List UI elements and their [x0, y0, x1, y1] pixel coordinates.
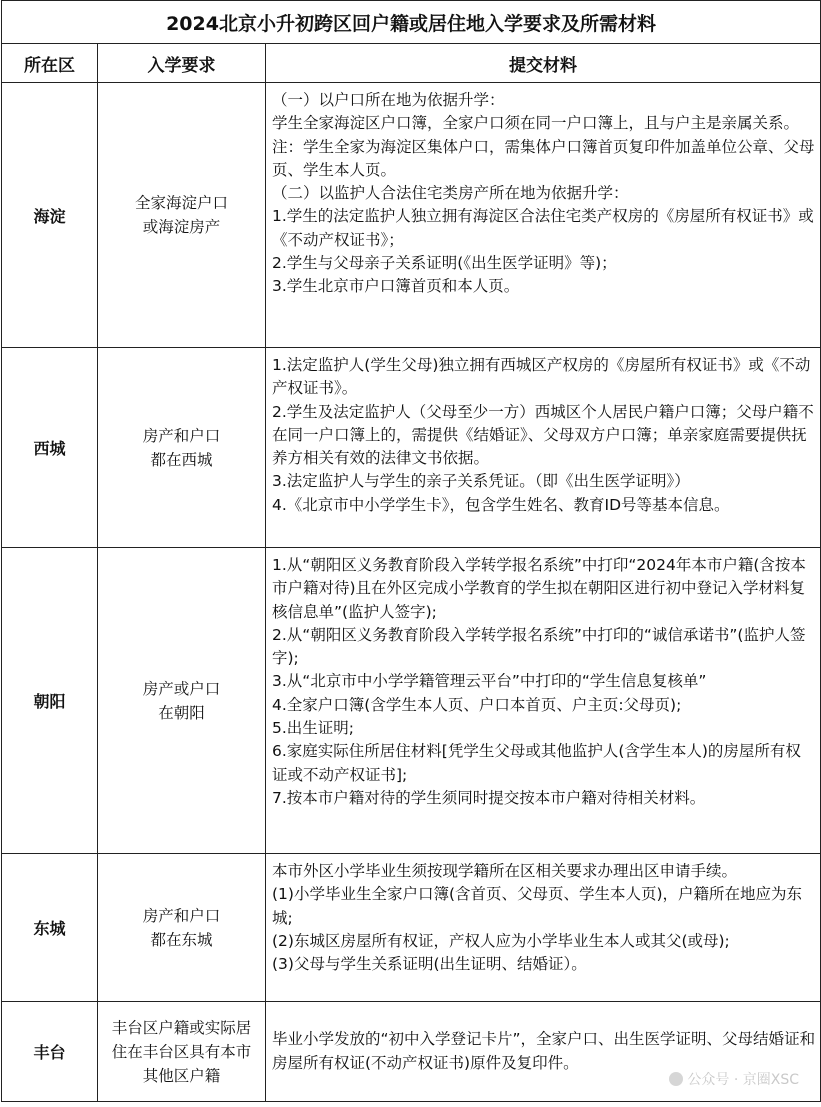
material-line: 1.从“朝阳区义务教育阶段入学转学报名系统”中打印“2024年本市户籍(含按本市户籍对待)且在外区完成小学教育的学生拟在朝阳区进行初中登记入学材料复核信息单”(监护人签字); — [272, 556, 806, 621]
requirement-line: 丰台区户籍或实际居 — [111, 1018, 252, 1037]
materials-cell — [266, 548, 821, 854]
requirement-cell — [98, 548, 266, 854]
header-requirement: 入学要求 — [98, 44, 266, 83]
header-row — [2, 44, 821, 83]
district-name: 朝阳 — [2, 548, 98, 854]
material-line: 4.《北京市中小学学生卡》，包含学生姓名、教育ID号等基本信息。 — [272, 495, 730, 514]
requirement-line: 房产或户口 — [142, 679, 221, 698]
requirement-line: 全家海淀户口 — [134, 194, 228, 212]
material-line: 3.法定监护人与学生的亲子关系凭证。（即《出生医学证明》） — [272, 472, 690, 491]
material-line: 7.按本市户籍对待的学生须同时提交按本市户籍对待相关材料。 — [272, 788, 706, 807]
material-line: 3.从“北京市中小学学籍管理云平台”中打印的“学生信息复核单” — [272, 672, 707, 691]
table-title: 2024北京小升初跨区回户籍或居住地入学要求及所需材料 — [2, 1, 821, 44]
header-district: 所在区 — [2, 44, 98, 83]
requirement-cell — [98, 83, 266, 348]
materials-cell — [266, 348, 821, 548]
wechat-logo-icon — [669, 1072, 683, 1086]
header-materials: 提交材料 — [266, 44, 821, 83]
requirement-cell — [98, 1002, 266, 1102]
requirement-line: 在朝阳 — [158, 703, 205, 722]
requirement-line: 都在东城 — [150, 930, 213, 949]
material-line: 5.出生证明; — [272, 719, 355, 738]
requirement-cell — [98, 854, 266, 1002]
material-line: （一）以户口所在地为依据升学： — [272, 91, 505, 109]
table-row-chaoyang — [2, 548, 821, 854]
district-name: 丰台 — [2, 1002, 98, 1102]
material-line: 4.全家户口簿(含学生本人页、户口本首页、户主页:父母页); — [272, 695, 682, 714]
watermark — [669, 1069, 799, 1089]
material-line: (1)小学毕业生全家户口簿(含首页、父母页、学生本人页)，户籍所在地应为东城; — [272, 885, 803, 927]
material-line: 注：学生全家为海淀区集体户口，需集体户口簿首页复印件加盖单位公章、父母页、学生本人页。 — [272, 137, 815, 179]
requirement-line: 房产和户口 — [142, 426, 221, 445]
admission-table — [1, 0, 821, 1102]
requirement-cell — [98, 348, 266, 548]
material-line: （二）以监护人合法住宅类房产所在地为依据升学： — [272, 184, 629, 203]
material-line: 毕业小学发放的“初中入学登记卡片”，全家户口、出生医学证明、父母结婚证和房屋所有权证(不动产权证书)原件及复印件。 — [272, 1030, 816, 1072]
materials-cell — [266, 83, 821, 348]
requirement-line: 住在丰台区具有本市 — [111, 1042, 252, 1061]
material-line: 1.学生的法定监护人独立拥有海淀区合法住宅类产权房的《房屋所有权证书》或《不动产权证书》； — [272, 207, 814, 249]
requirement-line: 房产和户口 — [142, 906, 221, 925]
material-line: 6.家庭实际住所居住材料[凭学生父母或其他监护人(含学生本人)的房屋所有权证或不动产权证书]; — [272, 742, 801, 784]
material-line: 2.学生与父母亲子关系证明(《出生医学证明》等)； — [272, 254, 617, 273]
material-line: (2)东城区房屋所有权证，产权人应为小学毕业生本人或其父(或母); — [272, 931, 730, 950]
material-line: 本市外区小学毕业生须按现学籍所在区相关要求办理出区申请手续。 — [272, 862, 738, 880]
table-row-dongcheng — [2, 854, 821, 1002]
material-line: 学生全家海淀区户口簿，全家户口须在同一户口簿上，且与户主是亲属关系。 — [272, 114, 800, 133]
material-line: 2.学生及法定监护人（父母至少一方）西城区个人居民户籍户口簿；父母户籍不在同一户口簿上的，需提供《结婚证》、父母双方户口簿；单亲家庭需要提供抚养方相关有效的法律文书依据。 — [272, 402, 814, 468]
requirement-line: 其他区户籍 — [142, 1066, 221, 1085]
material-line: 2.从“朝阳区义务教育阶段入学转学报名系统”中打印的“诚信承诺书”(监护人签字); — [272, 625, 806, 668]
material-line: 1.法定监护人(学生父母)独立拥有西城区产权房的《房屋所有权证书》或《不动产权证书》。 — [272, 356, 811, 398]
district-name: 西城 — [2, 348, 98, 548]
material-line: (3)父母与学生关系证明(出生证明、结婚证）。 — [272, 955, 587, 974]
table-row-xicheng — [2, 348, 821, 548]
district-name: 东城 — [2, 854, 98, 1002]
district-name: 海淀 — [2, 83, 98, 348]
watermark-text: 公众号 · 京圈XSC — [687, 1072, 799, 1088]
table-row-haidian — [2, 83, 821, 348]
materials-cell — [266, 854, 821, 1002]
requirement-line: 或海淀房产 — [142, 218, 221, 236]
title-row — [2, 1, 821, 44]
material-line: 3.学生北京市户口簿首页和本人页。 — [272, 277, 520, 296]
requirement-line: 都在西城 — [150, 450, 213, 469]
